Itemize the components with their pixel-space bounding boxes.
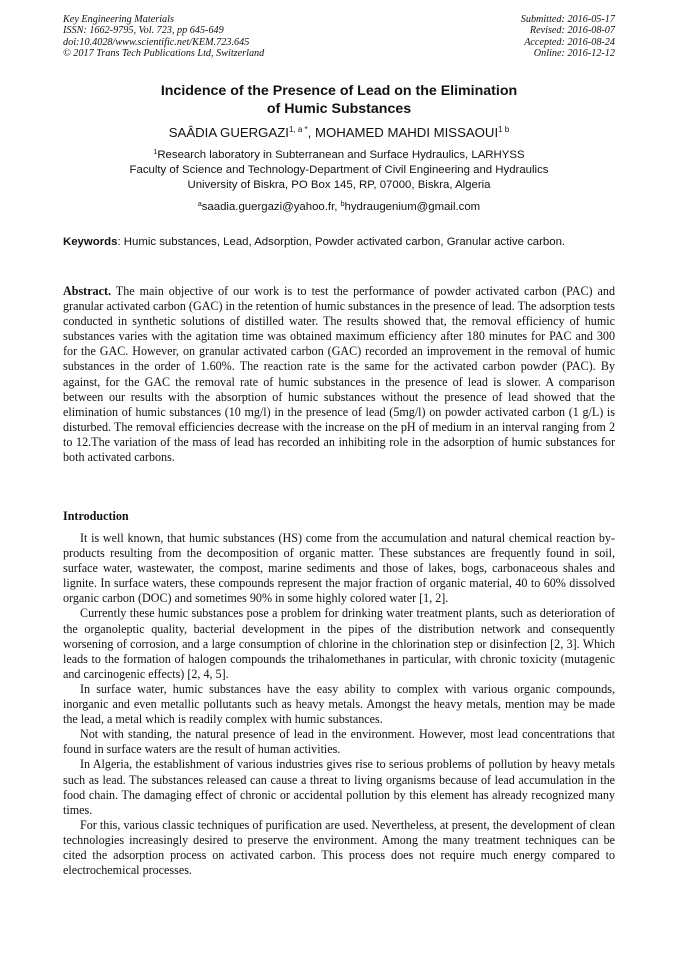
keywords-text: : Humic substances, Lead, Adsorption, Powder activated carbon, Granular active carbon. bbox=[117, 236, 566, 248]
intro-paragraph: It is well known, that humic substances (HS) come from the accumulation and natural chemical reaction by-products resulting from the decomposition of organic matter. These substances are frequently found in soil, surface water, wastewater, the compost, marine sediments and those of lakes, bogs, carbonaceous shales and lignite. In surface waters, these compounds represent the major fraction of organic material, 40 to 60% dissolved organic carbon (DOC) and sometimes 90% in some highly colored water [1, 2]. bbox=[63, 531, 615, 606]
paper-title bbox=[63, 82, 615, 118]
affiliation-line-3: University of Biskra, PO Box 145, RP, 07000, Biskra, Algeria bbox=[187, 179, 491, 191]
introduction-heading: Introduction bbox=[63, 509, 129, 523]
email-b[interactable]: hydraugenium@gmail.com bbox=[344, 201, 481, 213]
email-b-marker: b bbox=[340, 201, 345, 208]
intro-paragraph: For this, various classic techniques of purification are used. Nevertheless, at present, the development of clean technologies increasingly desired to preserve the environment. Among the many treatment techniques can be cited the adsorption process on activated carbon. This process does not require much energy compared to electrochemical processes. bbox=[63, 817, 615, 878]
journal-name: Key Engineering Materials bbox=[63, 14, 174, 25]
email-a[interactable]: saadia.guergazi@yahoo.fr, bbox=[201, 201, 341, 213]
introduction-body bbox=[63, 531, 615, 878]
date-revised: Revised: 2016-08-07 bbox=[529, 25, 615, 37]
journal-info bbox=[63, 14, 264, 60]
abstract-section bbox=[63, 284, 615, 465]
date-online: Online: 2016-12-12 bbox=[533, 48, 615, 60]
journal-doi: doi:10.4028/www.scientific.net/KEM.723.645 bbox=[63, 36, 250, 48]
abstract-label: Abstract. bbox=[63, 284, 112, 298]
publication-dates bbox=[521, 14, 615, 60]
author-1-name: SAÂDIA GUERGAZI bbox=[168, 125, 289, 140]
date-accepted: Accepted: 2016-08-24 bbox=[524, 36, 615, 48]
intro-paragraph: In Algeria, the establishment of various industries gives rise to serious problems of pollution by heavy metals such as lead. The substances released can cause a threat to living organisms because of lead accumulation in the food chain. The damaging effect of chronic or accidental pollution by this element has already recognized many times. bbox=[63, 757, 615, 817]
affiliation bbox=[63, 148, 615, 193]
affiliation-line-1 bbox=[63, 148, 615, 163]
author-1-affiliation-marker: 1, a * bbox=[288, 125, 308, 134]
author-list bbox=[63, 125, 615, 141]
keywords-label: Keywords bbox=[63, 236, 118, 248]
author-2-affiliation-marker: 1 b bbox=[498, 125, 510, 134]
affiliation-marker: 1 bbox=[153, 149, 158, 156]
intro-paragraph: In surface water, humic substances have the easy ability to complex with various organic compounds, inorganic and even metallic pollutants such as heavy metals. Amongst the heavy metals, mention may be made the lead, a metal which is readily complex with humic substances. bbox=[63, 681, 615, 727]
author-emails bbox=[63, 200, 615, 215]
affiliation-lab: Research laboratory in Subterranean and Surface Hydraulics, LARHYSS bbox=[157, 149, 525, 161]
journal-copyright: © 2017 Trans Tech Publications Ltd, Switzerland bbox=[63, 48, 265, 60]
intro-paragraph: Currently these humic substances pose a problem for drinking water treatment plants, such as deterioration of the organoleptic quality, bacterial development in the pipes of the distribution network and consequently worsening of corrosion, and a large consumption of chlorine in the chlorination step or disinfection [2, 3]. Which leads to the formation of halogen compounds the trihalomethanes in particular, with chronic toxicity (mutagenic and carcinogenic effects) [2, 4, 5]. bbox=[63, 606, 615, 681]
journal-issn: ISSN: 1662-9795, Vol. 723, pp 645-649 bbox=[63, 25, 224, 37]
affiliation-line-2: Faculty of Science and Technology-Department of Civil Engineering and Hydraulics bbox=[129, 164, 549, 176]
title-line-1: Incidence of the Presence of Lead on the Elimination bbox=[160, 83, 518, 99]
author-separator: , bbox=[307, 125, 315, 140]
abstract-text: The main objective of our work is to test the performance of powder activated carbon (PAC) and granular activated carbon (GAC) in the retention of humic substances in the presence of lead. The adsorption tests conducted in synthetic solutions of distilled water. The results showed that, the removal efficiency of humic substances varies with the agitation time was obtained maximum efficiency after 180 minutes for PAC and 300 for the GAC. However, on granular activated carbon (GAC) recorded an improvement in the removal of humic substances in the order of 1.60%. The reaction rate is the same for the activated carbon powder (PAC). By against, for the GAC the removal rate of humic substances in the presence of lead is slower. A comparison between our results with the absorption of humic substances without the presence of lead showed that the elimination of humic substances (10 mg/l) in the presence of lead (5mg/l) on powder activated carbon (1 g/L) is disturbed. The removal efficiencies decrease with the increase on the pH of medium in an interval ranging from 2 to 12.The variation of the mass of lead has recorded an inhibiting role in the adsorption of humic substances for both activated carbons. bbox=[63, 284, 615, 465]
intro-paragraph: Not with standing, the natural presence of lead in the environment. However, most lead concentrations that found in surface waters are the result of human activities. bbox=[63, 727, 615, 757]
keywords-section bbox=[63, 235, 615, 250]
email-a-marker: a bbox=[197, 201, 202, 208]
date-submitted: Submitted: 2016-05-17 bbox=[520, 14, 615, 25]
title-line-2: of Humic Substances bbox=[266, 101, 412, 117]
author-2-name: MOHAMED MAHDI MISSAOUI bbox=[314, 125, 499, 140]
